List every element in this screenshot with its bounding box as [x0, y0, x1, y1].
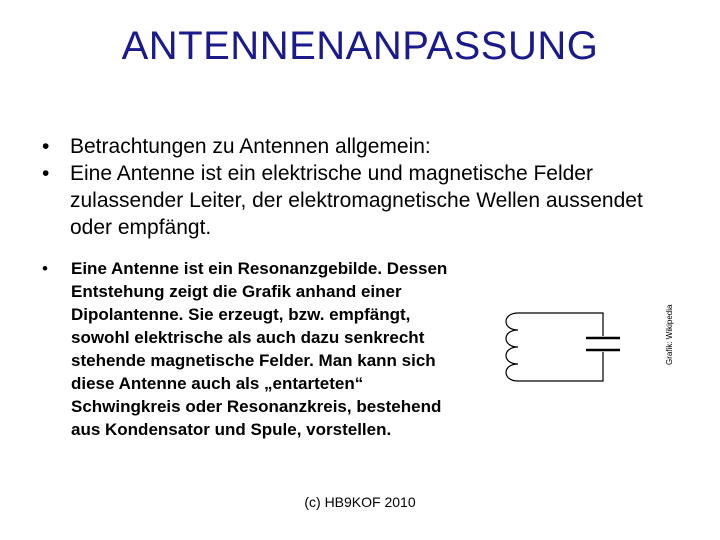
bullet-marker: •	[42, 259, 48, 278]
bullet-text: Betrachtungen zu Antennen allgemein:	[70, 135, 431, 158]
bullet-text: Eine Antenne ist ein Resonanzgebilde. Dessen Entstehung zeigt die Grafik anhand einer Dipolantenne. Sie erzeugt, bzw. empfängt, sowohl elektrische als auch dazu senkrecht stehende magnetische Felder. Man kann sich diese Antenne auch als „entarteten“ Schwingkreis oder Resonanzkreis, bestehend aus Kondensator und Spule, vorstellen.	[71, 259, 448, 439]
footer-copyright: (c) HB9KOF 2010	[304, 494, 416, 510]
lc-circuit-icon	[500, 300, 630, 385]
coil-icon	[506, 313, 518, 381]
slide-title: ANTENNENANPASSUNG	[121, 24, 599, 68]
figure-credit: Grafik: Wikipedia	[665, 304, 674, 366]
bullet-marker: •	[42, 135, 50, 158]
circuit-wire-top	[518, 313, 603, 336]
bullet-list-bottom	[42, 257, 462, 441]
bullet-item	[42, 160, 682, 241]
bullet-marker: •	[42, 162, 50, 185]
bullet-item	[42, 257, 462, 441]
bullet-list-top	[42, 133, 682, 241]
bullet-item	[42, 133, 682, 160]
circuit-wire-bottom	[518, 352, 603, 381]
bullet-text: Eine Antenne ist ein elektrische und magnetische Felder zulassender Leiter, der elektromagnetische Wellen aussendet oder empfängt.	[70, 162, 643, 239]
